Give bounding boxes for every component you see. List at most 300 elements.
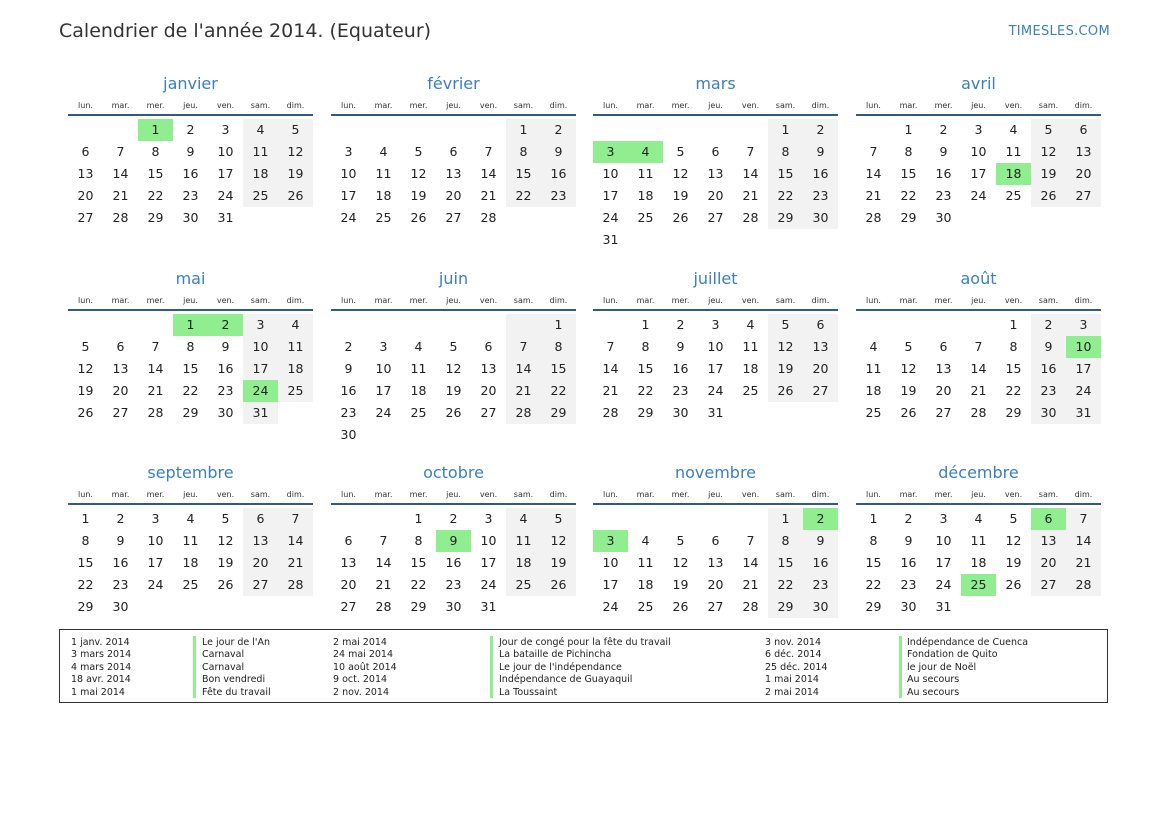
day-cell: 1 [173, 314, 208, 336]
weekday-label: jeu. [971, 490, 986, 499]
day-cell: 6 [243, 508, 278, 530]
weekday-label: jeu. [183, 101, 198, 110]
day-cell: 28 [506, 402, 541, 424]
weekday-label: mer. [671, 490, 690, 499]
day-grid [593, 314, 838, 424]
weekday-label: mer. [409, 490, 428, 499]
weekday-label: ven. [479, 490, 498, 499]
empty-cell [663, 508, 698, 530]
day-cell: 14 [375, 555, 392, 570]
day-cell: 20 [1066, 163, 1101, 185]
day-cell: 29 [182, 405, 199, 420]
month-block [856, 268, 1101, 424]
day-cell: 15 [77, 555, 94, 570]
day-cell: 13 [707, 555, 724, 570]
day-cell: 7 [151, 339, 160, 354]
empty-cell [278, 596, 313, 618]
empty-cell [541, 424, 576, 446]
weekday-header [331, 97, 576, 114]
day-cell: 4 [628, 141, 663, 163]
day-cell: 1 [138, 119, 173, 141]
day-cell: 10 [935, 533, 952, 548]
day-cell: 17 [375, 383, 392, 398]
day-cell: 7 [1066, 508, 1101, 530]
empty-cell [663, 229, 698, 251]
day-cell: 22 [768, 185, 803, 207]
day-cell: 29 [900, 210, 917, 225]
weekday-label: ven. [1004, 490, 1023, 499]
day-cell: 8 [541, 336, 576, 358]
day-cell: 17 [217, 166, 234, 181]
legend-date: 3 mars 2014 [71, 649, 132, 661]
day-cell: 6 [344, 533, 353, 548]
weekday-label: lun. [341, 296, 356, 305]
weekday-header [68, 97, 313, 114]
legend-date: 1 janv. 2014 [71, 637, 130, 648]
day-cell: 10 [340, 166, 357, 181]
day-cell: 2 [208, 314, 243, 336]
day-cell: 24 [217, 188, 234, 203]
day-cell: 2 [904, 511, 913, 526]
day-cell: 9 [803, 141, 838, 163]
day-cell: 5 [1009, 511, 1018, 526]
weekday-label: jeu. [183, 296, 198, 305]
weekday-label: lun. [603, 296, 618, 305]
header-rule [856, 309, 1101, 311]
empty-cell [1066, 207, 1101, 229]
day-cell: 13 [1031, 530, 1066, 552]
day-cell: 13 [112, 361, 129, 376]
day-cell: 20 [340, 577, 357, 592]
day-cell: 27 [445, 210, 462, 225]
day-cell: 9 [541, 141, 576, 163]
day-cell: 30 [112, 599, 129, 614]
weekday-label: jeu. [446, 490, 461, 499]
day-cell: 7 [506, 336, 541, 358]
day-cell: 21 [375, 577, 392, 592]
day-cell: 31 [1066, 402, 1101, 424]
legend-dates [765, 637, 827, 699]
day-cell: 10 [602, 166, 619, 181]
day-cell: 30 [1031, 402, 1066, 424]
weekday-label: mar. [111, 296, 130, 305]
day-cell: 2 [803, 119, 838, 141]
day-cell: 25 [506, 574, 541, 596]
day-cell: 15 [541, 358, 576, 380]
day-cell: 4 [414, 339, 423, 354]
legend-names [907, 637, 1028, 699]
day-cell: 24 [707, 383, 724, 398]
day-cell: 5 [676, 533, 685, 548]
day-cell: 6 [81, 144, 90, 159]
weekday-label: mer. [934, 296, 953, 305]
day-grid [331, 508, 576, 618]
day-cell: 7 [484, 144, 493, 159]
weekday-label: dim. [286, 490, 305, 499]
day-cell: 9 [186, 144, 195, 159]
day-grid [68, 119, 313, 229]
day-cell: 26 [1005, 577, 1022, 592]
empty-cell [663, 119, 698, 141]
day-cell: 25 [637, 210, 654, 225]
day-cell: 25 [637, 599, 654, 614]
day-cell: 26 [217, 577, 234, 592]
weekday-label: dim. [1074, 296, 1093, 305]
legend-holiday-name: Carnaval [202, 649, 245, 661]
day-cell: 23 [217, 383, 234, 398]
weekday-label: dim. [811, 296, 830, 305]
weekday-label: dim. [286, 101, 305, 110]
legend-date: 3 nov. 2014 [765, 637, 821, 648]
day-cell: 17 [480, 555, 497, 570]
empty-cell [401, 314, 436, 336]
legend-holiday-name: Indépendance de Cuenca [907, 637, 1029, 648]
day-cell: 22 [900, 188, 917, 203]
day-cell: 21 [506, 380, 541, 402]
weekday-header [856, 97, 1101, 114]
day-cell: 31 [935, 599, 952, 614]
day-cell: 14 [602, 361, 619, 376]
empty-cell [628, 119, 663, 141]
legend-names [499, 637, 671, 699]
empty-cell [506, 314, 541, 336]
day-cell: 4 [869, 339, 878, 354]
day-cell: 24 [935, 577, 952, 592]
day-cell: 12 [1005, 533, 1022, 548]
empty-cell [436, 119, 471, 141]
day-cell: 12 [445, 361, 462, 376]
day-cell: 28 [602, 405, 619, 420]
day-cell: 31 [480, 599, 497, 614]
header-rule [68, 309, 313, 311]
day-cell: 27 [1031, 574, 1066, 596]
weekday-label: mar. [374, 101, 393, 110]
month-block [856, 73, 1101, 229]
day-cell: 3 [1066, 314, 1101, 336]
weekday-label: mar. [899, 296, 918, 305]
weekday-header [68, 292, 313, 309]
day-cell: 4 [974, 511, 983, 526]
day-cell: 6 [939, 339, 948, 354]
day-cell: 22 [637, 383, 654, 398]
weekday-label: dim. [549, 296, 568, 305]
day-cell: 30 [803, 207, 838, 229]
day-cell: 23 [340, 405, 357, 420]
day-cell: 15 [865, 555, 882, 570]
day-cell: 9 [1031, 336, 1066, 358]
empty-cell [996, 207, 1031, 229]
day-cell: 8 [641, 339, 650, 354]
day-cell: 6 [1066, 119, 1101, 141]
month-name: novembre [674, 463, 757, 482]
day-cell: 30 [340, 427, 357, 442]
day-cell: 24 [970, 188, 987, 203]
day-cell: 24 [243, 380, 278, 402]
weekday-header [593, 292, 838, 309]
day-cell: 19 [445, 383, 462, 398]
day-cell: 7 [606, 339, 615, 354]
day-cell: 29 [1005, 405, 1022, 420]
weekday-header [856, 292, 1101, 309]
day-cell: 2 [803, 508, 838, 530]
weekday-header [856, 486, 1101, 503]
empty-cell [698, 119, 733, 141]
legend-date: 9 oct. 2014 [333, 674, 388, 686]
day-cell: 14 [112, 166, 129, 181]
weekday-label: mar. [111, 490, 130, 499]
month-block [331, 462, 576, 618]
day-cell: 26 [445, 405, 462, 420]
day-cell: 7 [746, 533, 755, 548]
day-cell: 19 [410, 188, 427, 203]
weekday-label: jeu. [708, 101, 723, 110]
header-rule [331, 114, 576, 116]
day-cell: 19 [278, 163, 313, 185]
weekday-label: dim. [549, 101, 568, 110]
day-cell: 14 [742, 166, 759, 181]
day-cell: 28 [742, 210, 759, 225]
month-block [331, 268, 576, 446]
day-cell: 16 [541, 163, 576, 185]
day-cell: 8 [151, 144, 160, 159]
day-cell: 13 [707, 166, 724, 181]
weekday-label: sam. [775, 101, 796, 110]
day-cell: 17 [147, 555, 164, 570]
day-cell: 22 [147, 188, 164, 203]
weekday-label: mar. [636, 296, 655, 305]
month-name: juillet [693, 269, 738, 288]
day-cell: 18 [182, 555, 199, 570]
month-name: février [427, 74, 480, 93]
empty-cell [961, 207, 996, 229]
empty-cell [1031, 596, 1066, 618]
day-cell: 20 [445, 188, 462, 203]
empty-cell [401, 424, 436, 446]
day-cell: 23 [182, 188, 199, 203]
day-cell: 30 [935, 210, 952, 225]
day-cell: 12 [900, 361, 917, 376]
day-cell: 18 [742, 361, 759, 376]
empty-cell [366, 119, 401, 141]
empty-cell [628, 508, 663, 530]
weekday-label: dim. [286, 296, 305, 305]
day-cell: 14 [278, 530, 313, 552]
month-block [856, 462, 1101, 618]
day-cell: 12 [77, 361, 94, 376]
day-cell: 11 [637, 166, 654, 181]
day-cell: 9 [803, 530, 838, 552]
weekday-header [593, 486, 838, 503]
day-cell: 22 [182, 383, 199, 398]
day-cell: 2 [186, 122, 195, 137]
day-cell: 22 [541, 380, 576, 402]
day-cell: 4 [1009, 122, 1018, 137]
day-cell: 23 [672, 383, 689, 398]
day-cell: 8 [81, 533, 90, 548]
legend-date: 2 mai 2014 [333, 637, 387, 648]
day-cell: 9 [344, 361, 353, 376]
empty-cell [803, 402, 838, 424]
month-block [593, 268, 838, 424]
day-cell: 26 [672, 210, 689, 225]
weekday-label: jeu. [446, 296, 461, 305]
day-cell: 28 [970, 405, 987, 420]
day-cell: 20 [935, 383, 952, 398]
day-cell: 10 [243, 336, 278, 358]
day-cell: 29 [77, 599, 94, 614]
day-cell: 23 [803, 574, 838, 596]
day-cell: 16 [803, 552, 838, 574]
day-cell: 18 [970, 555, 987, 570]
weekday-label: ven. [216, 296, 235, 305]
day-cell: 22 [410, 577, 427, 592]
day-grid [331, 119, 576, 229]
day-cell: 27 [480, 405, 497, 420]
day-cell: 6 [711, 144, 720, 159]
empty-cell [68, 119, 103, 141]
header-rule [331, 503, 576, 505]
day-cell: 3 [593, 530, 628, 552]
day-cell: 3 [593, 141, 628, 163]
day-cell: 30 [672, 405, 689, 420]
empty-cell [541, 596, 576, 618]
day-cell: 8 [768, 530, 803, 552]
day-cell: 16 [1031, 358, 1066, 380]
day-cell: 18 [865, 383, 882, 398]
holiday-legend [59, 629, 1108, 703]
day-cell: 16 [935, 166, 952, 181]
legend-dates [333, 637, 397, 699]
day-cell: 25 [1005, 188, 1022, 203]
weekday-label: sam. [513, 490, 534, 499]
empty-cell [208, 596, 243, 618]
empty-cell [471, 424, 506, 446]
day-cell: 28 [865, 210, 882, 225]
day-cell: 21 [147, 383, 164, 398]
day-cell: 15 [768, 163, 803, 185]
empty-cell [243, 207, 278, 229]
empty-cell [331, 314, 366, 336]
day-cell: 8 [768, 141, 803, 163]
day-cell: 8 [186, 339, 195, 354]
empty-cell [768, 402, 803, 424]
day-cell: 18 [637, 577, 654, 592]
weekday-label: jeu. [446, 101, 461, 110]
day-cell: 17 [602, 188, 619, 203]
weekday-label: sam. [250, 490, 271, 499]
empty-cell [803, 229, 838, 251]
weekday-label: dim. [1074, 101, 1093, 110]
brand-link[interactable]: TIMESLES.COM [1008, 24, 1110, 39]
day-cell: 16 [217, 361, 234, 376]
weekday-label: jeu. [708, 490, 723, 499]
empty-cell [733, 229, 768, 251]
day-cell: 4 [379, 144, 388, 159]
day-cell: 1 [768, 508, 803, 530]
empty-cell [103, 119, 138, 141]
weekday-label: dim. [1074, 490, 1093, 499]
day-cell: 19 [1005, 555, 1022, 570]
weekday-label: mer. [671, 296, 690, 305]
day-cell: 13 [77, 166, 94, 181]
empty-cell [541, 207, 576, 229]
weekday-label: sam. [250, 101, 271, 110]
weekday-label: dim. [811, 101, 830, 110]
weekday-label: lun. [603, 101, 618, 110]
day-cell: 6 [116, 339, 125, 354]
day-cell: 19 [541, 552, 576, 574]
day-cell: 2 [541, 119, 576, 141]
day-cell: 27 [77, 210, 94, 225]
day-cell: 1 [641, 317, 650, 332]
header-rule [331, 309, 576, 311]
day-cell: 6 [484, 339, 493, 354]
day-cell: 8 [904, 144, 913, 159]
day-cell: 17 [970, 166, 987, 181]
day-cell: 28 [742, 599, 759, 614]
day-cell: 4 [641, 533, 650, 548]
day-cell: 10 [480, 533, 497, 548]
day-cell: 23 [1031, 380, 1066, 402]
weekday-header [68, 486, 313, 503]
empty-cell [733, 402, 768, 424]
day-cell: 28 [278, 574, 313, 596]
day-cell: 26 [541, 574, 576, 596]
legend-holiday-name: Au secours [907, 686, 960, 698]
header-rule [593, 503, 838, 505]
day-cell: 23 [803, 185, 838, 207]
month-name: avril [961, 74, 996, 93]
day-cell: 31 [217, 210, 234, 225]
day-cell: 16 [900, 555, 917, 570]
day-cell: 17 [707, 361, 724, 376]
legend-date: 1 mai 2014 [71, 686, 125, 698]
day-cell: 16 [340, 383, 357, 398]
weekday-header [331, 486, 576, 503]
day-cell: 3 [379, 339, 388, 354]
day-cell: 29 [541, 402, 576, 424]
day-cell: 26 [900, 405, 917, 420]
day-cell: 1 [81, 511, 90, 526]
day-cell: 23 [445, 577, 462, 592]
weekday-header [331, 292, 576, 309]
day-cell: 11 [970, 533, 987, 548]
day-cell: 21 [602, 383, 619, 398]
day-cell: 9 [939, 144, 948, 159]
day-grid [856, 119, 1101, 229]
day-cell: 25 [961, 574, 996, 596]
weekday-label: ven. [479, 296, 498, 305]
day-cell: 10 [707, 339, 724, 354]
day-cell: 5 [676, 144, 685, 159]
day-cell: 18 [506, 552, 541, 574]
day-cell: 20 [77, 188, 94, 203]
day-cell: 15 [900, 166, 917, 181]
day-cell: 14 [147, 361, 164, 376]
weekday-label: mar. [636, 490, 655, 499]
weekday-label: lun. [341, 490, 356, 499]
header-rule [856, 114, 1101, 116]
day-cell: 28 [1066, 574, 1101, 596]
empty-cell [138, 596, 173, 618]
month-block [331, 73, 576, 229]
day-cell: 13 [480, 361, 497, 376]
empty-cell [506, 424, 541, 446]
weekday-header [593, 97, 838, 114]
legend-bar [490, 636, 493, 698]
month-name: septembre [147, 463, 234, 482]
day-cell: 25 [278, 380, 313, 402]
